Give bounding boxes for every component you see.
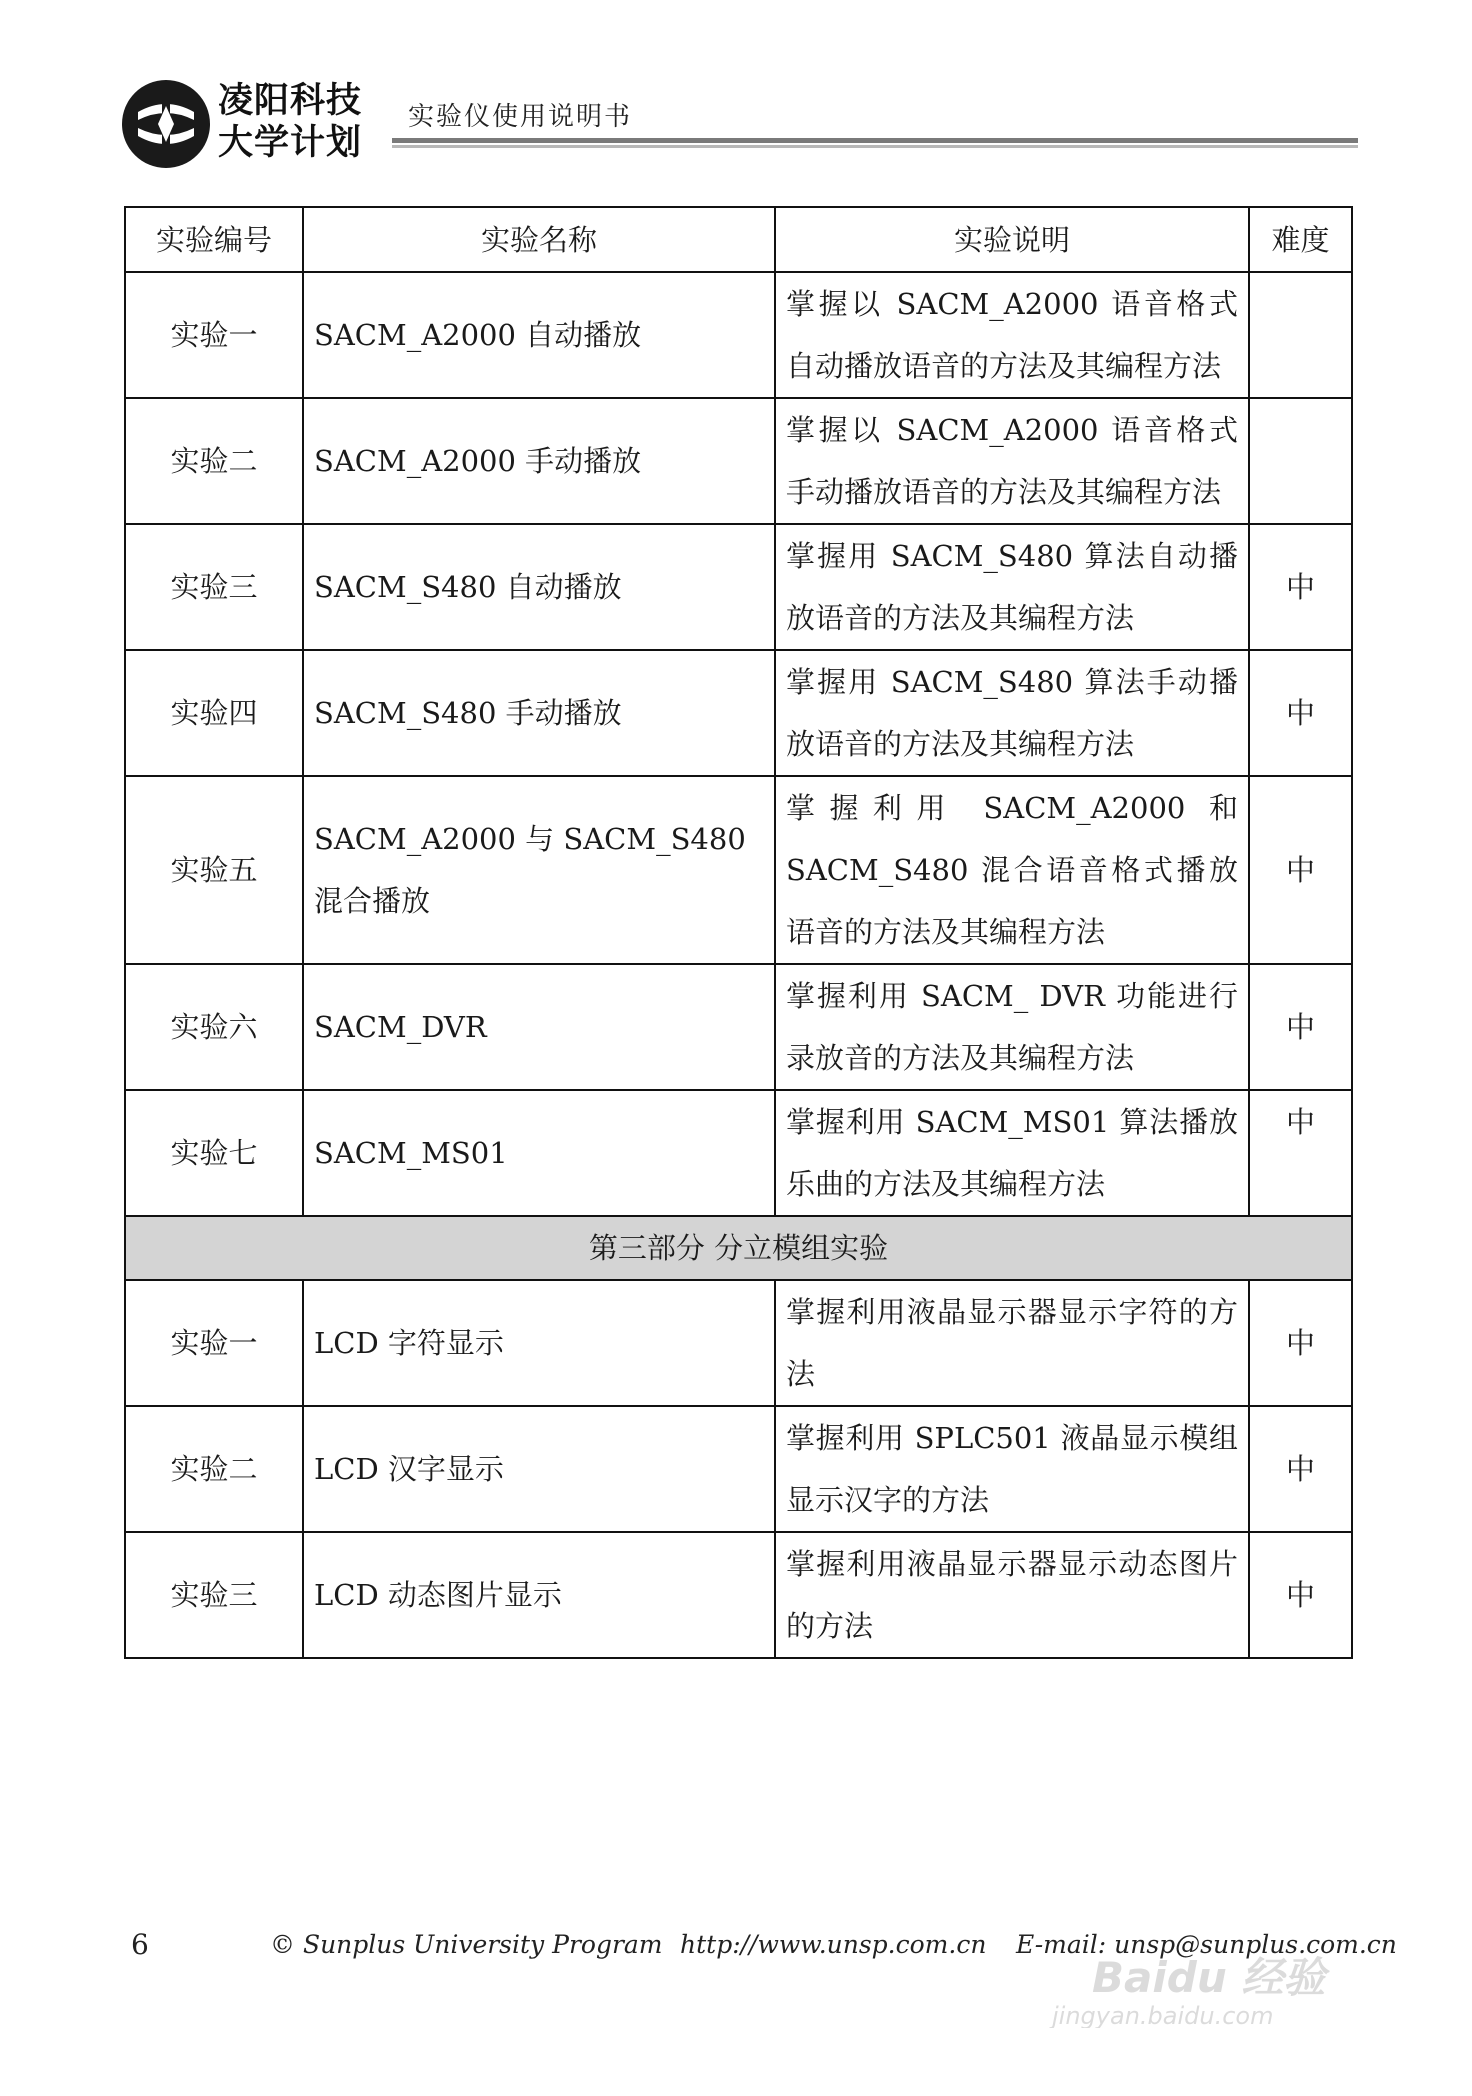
exp-name: SACM_S480 自动播放 (303, 524, 775, 650)
exp-difficulty: 中 (1249, 1090, 1352, 1216)
logo-line-1: 凌阳科技 (218, 81, 363, 121)
table-header-row (125, 207, 1352, 272)
document-title: 实验仪使用说明书 (408, 102, 633, 132)
footer-url: http://www.unsp.com.cn (680, 1930, 987, 1959)
exp-number: 实验三 (125, 524, 303, 650)
watermark-brand: Baidu 经验 (1092, 1953, 1326, 2002)
exp-number: 实验三 (125, 1532, 303, 1658)
exp-name: LCD 动态图片显示 (303, 1532, 775, 1658)
exp-number: 实验五 (125, 776, 303, 964)
exp-name: LCD 字符显示 (303, 1280, 775, 1406)
exp-number: 实验七 (125, 1090, 303, 1216)
exp-description: 掌握用 SACM_S480 算法手动播放语音的方法及其编程方法 (775, 650, 1249, 776)
page-footer (0, 1900, 1472, 2028)
page-number: 6 (131, 1928, 149, 1961)
exp-difficulty: 中 (1249, 1532, 1352, 1658)
exp-difficulty (1249, 398, 1352, 524)
exp-number: 实验一 (125, 272, 303, 398)
table-row (125, 1090, 1352, 1216)
exp-name: LCD 汉字显示 (303, 1406, 775, 1532)
table-row (125, 524, 1352, 650)
exp-name: SACM_A2000 自动播放 (303, 272, 775, 398)
table-row (125, 398, 1352, 524)
exp-name: SACM_S480 手动播放 (303, 650, 775, 776)
logo-wordmark (218, 80, 362, 164)
header-rule-light (392, 145, 1358, 148)
exp-name: SACM_DVR (303, 964, 775, 1090)
exp-description: 掌握以 SACM_A2000 语音格式自动播放语音的方法及其编程方法 (775, 272, 1249, 398)
exp-number: 实验二 (125, 1406, 303, 1532)
exp-description: 掌握利用液晶显示器显示字符的方法 (775, 1280, 1249, 1406)
header-rule (392, 138, 1358, 143)
exp-name: SACM_A2000 手动播放 (303, 398, 775, 524)
exp-description: 掌握利用 SACM_A2000 和 SACM_S480 混合语音格式播放语音的方法及其编程方法 (775, 776, 1249, 964)
section-row (125, 1216, 1352, 1280)
table-row (125, 776, 1352, 964)
exp-difficulty: 中 (1249, 524, 1352, 650)
exp-name: SACM_A2000 与 SACM_S480 混合播放 (303, 776, 775, 964)
exp-difficulty (1249, 272, 1352, 398)
exp-description: 掌握利用液晶显示器显示动态图片的方法 (775, 1532, 1249, 1658)
exp-number: 实验六 (125, 964, 303, 1090)
page-header (0, 0, 1472, 170)
exp-number: 实验四 (125, 650, 303, 776)
footer-email: E-mail: unsp@sunplus.com.cn (1016, 1930, 1397, 1959)
col-header-description: 实验说明 (775, 207, 1249, 272)
exp-difficulty: 中 (1249, 964, 1352, 1090)
table-row (125, 964, 1352, 1090)
table-row (125, 650, 1352, 776)
footer-copyright: © Sunplus University Program (270, 1930, 663, 1959)
section-title: 第三部分 分立模组实验 (125, 1216, 1352, 1280)
experiment-table (124, 206, 1353, 1659)
exp-difficulty: 中 (1249, 1406, 1352, 1532)
exp-description: 掌握用 SACM_S480 算法自动播放语音的方法及其编程方法 (775, 524, 1249, 650)
col-header-number: 实验编号 (125, 207, 303, 272)
exp-difficulty: 中 (1249, 776, 1352, 964)
exp-description: 掌握以 SACM_A2000 语音格式手动播放语音的方法及其编程方法 (775, 398, 1249, 524)
table-row (125, 272, 1352, 398)
watermark-site: jingyan.baidu.com (1052, 2002, 1274, 2028)
sunplus-logo-icon (118, 76, 214, 172)
table-row (125, 1406, 1352, 1532)
exp-number: 实验一 (125, 1280, 303, 1406)
exp-description: 掌握利用 SACM_ DVR 功能进行录放音的方法及其编程方法 (775, 964, 1249, 1090)
table-row (125, 1280, 1352, 1406)
exp-name: SACM_MS01 (303, 1090, 775, 1216)
col-header-name: 实验名称 (303, 207, 775, 272)
exp-number: 实验二 (125, 398, 303, 524)
logo-line-2: 大学计划 (218, 123, 363, 163)
table-row (125, 1532, 1352, 1658)
exp-description: 掌握利用 SPLC501 液晶显示模组显示汉字的方法 (775, 1406, 1249, 1532)
exp-difficulty: 中 (1249, 650, 1352, 776)
exp-difficulty: 中 (1249, 1280, 1352, 1406)
col-header-difficulty: 难度 (1249, 207, 1352, 272)
baidu-watermark (1032, 1948, 1392, 2028)
exp-description: 掌握利用 SACM_MS01 算法播放乐曲的方法及其编程方法 (775, 1090, 1249, 1216)
